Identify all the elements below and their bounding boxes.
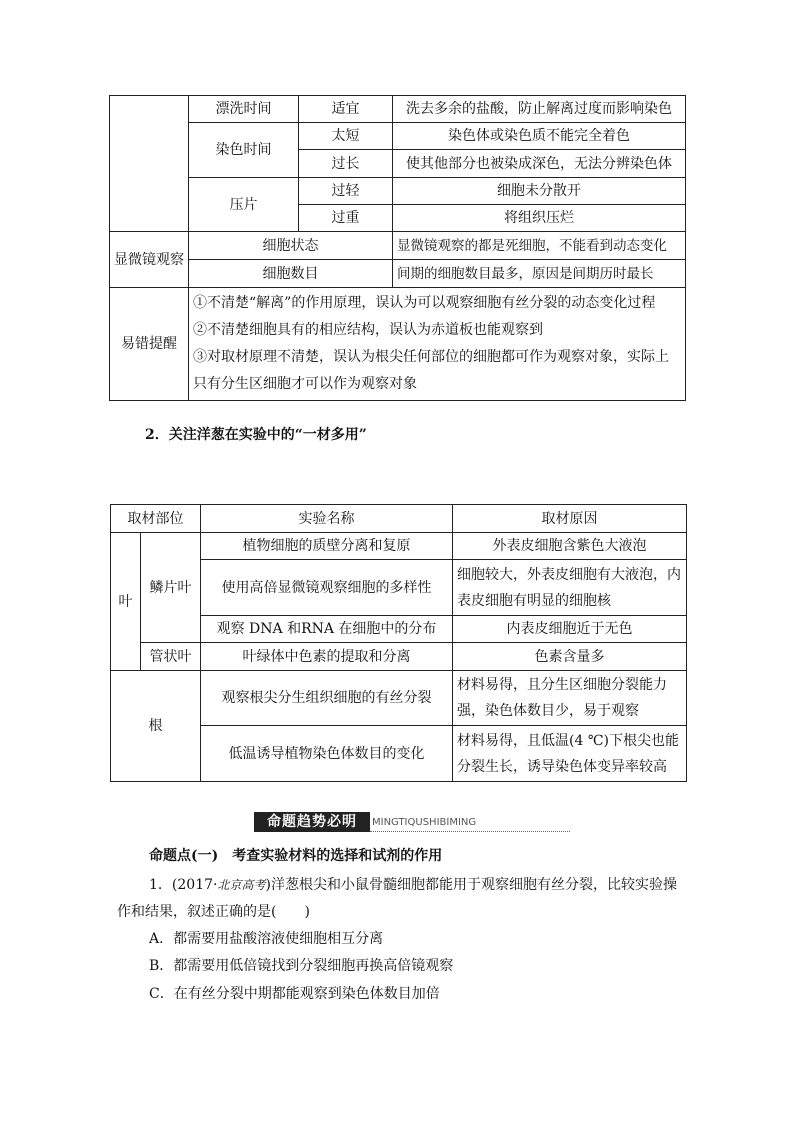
table-cell: 适宜	[299, 96, 393, 123]
onion-uses-table	[110, 504, 687, 782]
table-row	[111, 671, 687, 726]
table-cell: 低温诱导植物染色体数目的变化	[201, 726, 453, 782]
table-cell: 材料易得，且低温(4 ℃)下根尖也能分裂生长，诱导染色体变异率较高	[453, 726, 687, 782]
table-cell: 显微镜观察	[110, 232, 189, 288]
table-cell: 叶	[111, 533, 141, 671]
question-stem-text: 洋葱根尖和小鼠骨髓细胞都能用于观察细胞有丝分裂，比较实验操	[270, 877, 677, 893]
error-tip-content	[189, 288, 686, 401]
option-b: B．都需要用低倍镜找到分裂细胞再换高倍镜观察	[149, 958, 454, 974]
table-cell: 叶绿体中色素的提取和分离	[201, 643, 453, 671]
table-row	[111, 643, 687, 671]
column-header: 取材部位	[111, 505, 201, 533]
table-cell: 使用高倍显微镜观察细胞的多样性	[201, 560, 453, 616]
banner-title: 命题趋势必明	[254, 812, 370, 832]
table-cell: 根	[111, 671, 201, 782]
table-cell: 观察根尖分生组织细胞的有丝分裂	[201, 671, 453, 726]
table-cell: 过长	[299, 150, 393, 178]
error-tip-line: 只有分生区细胞才可以作为观察对象	[193, 376, 417, 392]
question-stem-line	[149, 875, 677, 895]
table-cell: 细胞数目	[189, 260, 393, 288]
table-cell: 材料易得，且分生区细胞分裂能力强，染色体数目少，易于观察	[453, 671, 687, 726]
error-tip-line: ③对取材原理不清楚，误认为根尖任何部位的细胞都可作为观察对象，实际上	[193, 349, 669, 365]
option-c: C．在有丝分裂中期都能观察到染色体数目加倍	[149, 986, 440, 1002]
error-tip-line: ②不清楚细胞具有的相应结构，误认为赤道板也能观察到	[193, 322, 543, 338]
option-a: A．都需要用盐酸溶液使细胞相互分离	[149, 931, 384, 947]
table-row	[110, 123, 686, 150]
section-banner	[254, 812, 570, 834]
table-cell: 过重	[299, 205, 393, 232]
table-cell-empty	[110, 96, 189, 232]
table-cell: 内表皮细胞近于无色	[453, 616, 687, 643]
table-cell: 染色时间	[189, 123, 299, 178]
table-row	[110, 260, 686, 288]
table-cell: 间期的细胞数目最多，原因是间期历时最长	[393, 260, 686, 288]
error-tip-line: ①不清楚“解离”的作用原理，误认为可以观察细胞有丝分裂的动态变化过程	[193, 295, 656, 311]
banner-divider	[370, 831, 570, 832]
table-cell: 色素含量多	[453, 643, 687, 671]
table-cell: 洗去多余的盐酸，防止解离过度而影响染色	[393, 96, 686, 123]
question-stem-line: 作和结果，叙述正确的是( )	[117, 904, 310, 920]
table-cell: 鳞片叶	[141, 533, 201, 643]
table-cell: 管状叶	[141, 643, 201, 671]
question-number: 1．	[149, 877, 172, 893]
question-year: (2017·	[171, 877, 218, 893]
table-row	[110, 288, 686, 401]
error-tip-label: 易错提醒	[110, 288, 189, 401]
table-cell: 外表皮细胞含紫色大液泡	[453, 533, 687, 560]
table-cell: 细胞未分散开	[393, 178, 686, 205]
table-cell: 植物细胞的质壁分离和复原	[201, 533, 453, 560]
table-cell: 细胞状态	[189, 232, 393, 260]
column-header: 取材原因	[453, 505, 687, 533]
table-cell: 将组织压烂	[393, 205, 686, 232]
table-cell: 过轻	[299, 178, 393, 205]
table-header-row	[111, 505, 687, 533]
table-row	[110, 178, 686, 205]
table-cell: 压片	[189, 178, 299, 232]
table-cell: 显微镜观察的都是死细胞，不能看到动态变化	[393, 232, 686, 260]
column-header: 实验名称	[201, 505, 453, 533]
topic-heading: 命题点(一) 考查实验材料的选择和试剂的作用	[149, 848, 443, 864]
table-cell: 漂洗时间	[189, 96, 299, 123]
question-source: 北京高考	[217, 878, 266, 892]
table-row	[110, 96, 686, 123]
section-heading: 2．关注洋葱在实验中的“一材多用”	[145, 427, 367, 443]
table-cell: 染色体或染色质不能完全着色	[393, 123, 686, 150]
banner-subtitle: MINGTIQUSHIBIMING	[372, 817, 477, 828]
question-source-close: )	[265, 877, 271, 893]
table-cell: 太短	[299, 123, 393, 150]
table-row	[110, 232, 686, 260]
table-cell: 观察 DNA 和RNA 在细胞中的分布	[201, 616, 453, 643]
table-row	[111, 533, 687, 560]
table-cell: 使其他部分也被染成深色，无法分辨染色体	[393, 150, 686, 178]
staining-process-table	[109, 95, 686, 401]
table-cell: 细胞较大，外表皮细胞有大液泡，内表皮细胞有明显的细胞核	[453, 560, 687, 616]
